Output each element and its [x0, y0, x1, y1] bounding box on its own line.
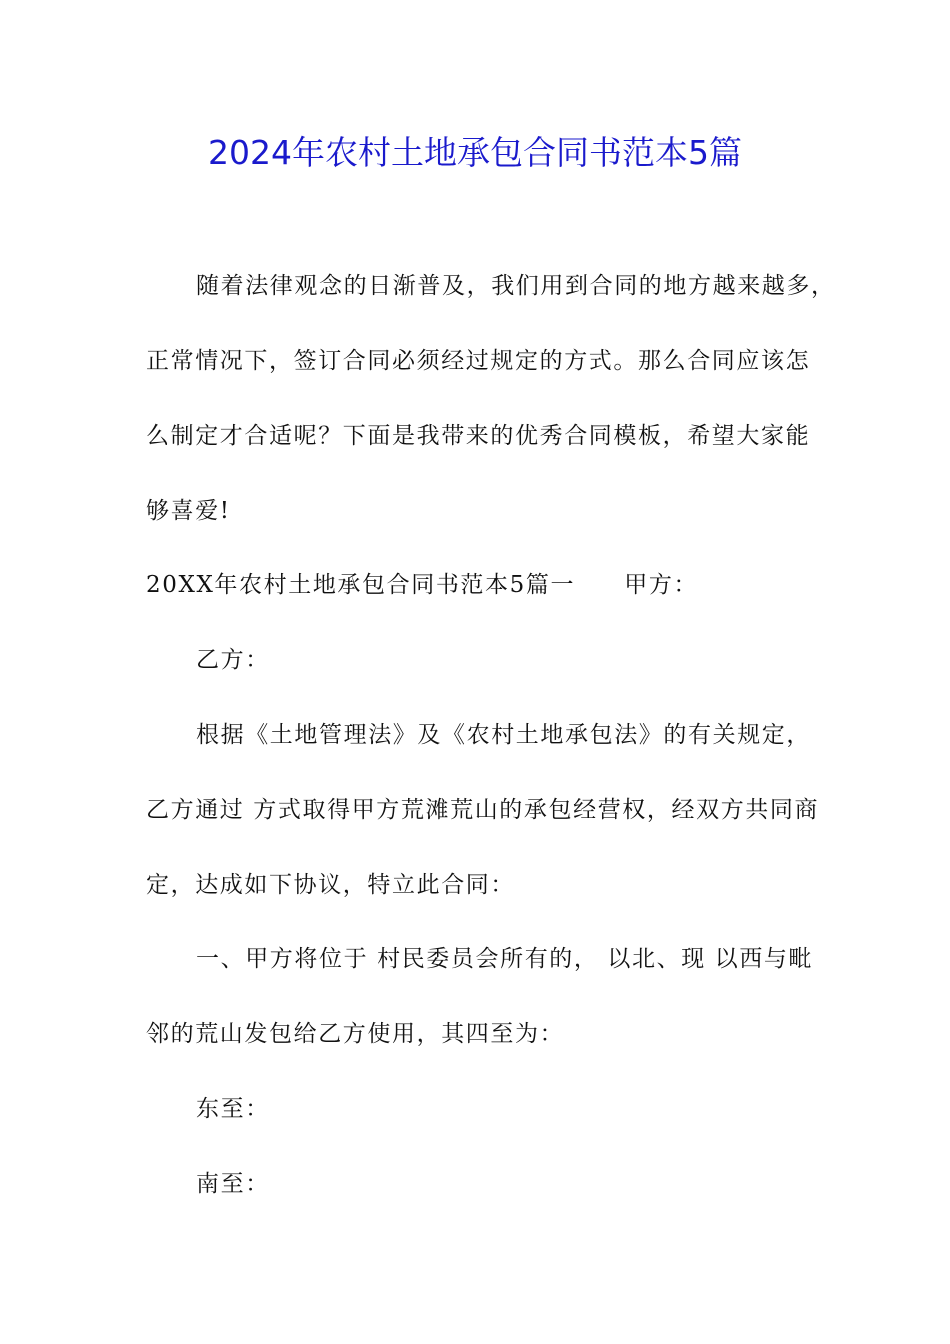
paragraph-line: 够喜爱! — [146, 498, 231, 524]
paragraph-line: 随着法律观念的日渐普及，我们用到合同的地方越来越多， — [196, 273, 836, 299]
paragraph-line: 么制定才合适呢？下面是我带来的优秀合同模板，希望大家能 — [146, 423, 811, 449]
clause-one-line: 一、甲方将位于 村民委员会所有的， 以北、现 以西与毗 — [196, 946, 814, 972]
paragraph-line: 定，达成如下协议，特立此合同： — [146, 872, 515, 898]
paragraph-line: 根据《土地管理法》及《农村土地承包法》的有关规定， — [196, 722, 811, 748]
party-b-line: 乙方： — [196, 647, 270, 673]
east-boundary-line: 东至： — [196, 1096, 270, 1122]
document-title: 2024年农村土地承包合同书范本5篇 — [208, 133, 742, 172]
south-boundary-line: 南至： — [196, 1171, 270, 1197]
paragraph-line: 正常情况下，签订合同必须经过规定的方式。那么合同应该怎 — [146, 348, 811, 374]
paragraph-line: 邻的荒山发包给乙方使用，其四至为： — [146, 1021, 565, 1047]
section-heading-line: 20XX年农村土地承包合同书范本5篇一 甲方： — [146, 572, 699, 598]
paragraph-line: 乙方通过 方式取得甲方荒滩荒山的承包经营权，经双方共同商 — [146, 797, 820, 823]
